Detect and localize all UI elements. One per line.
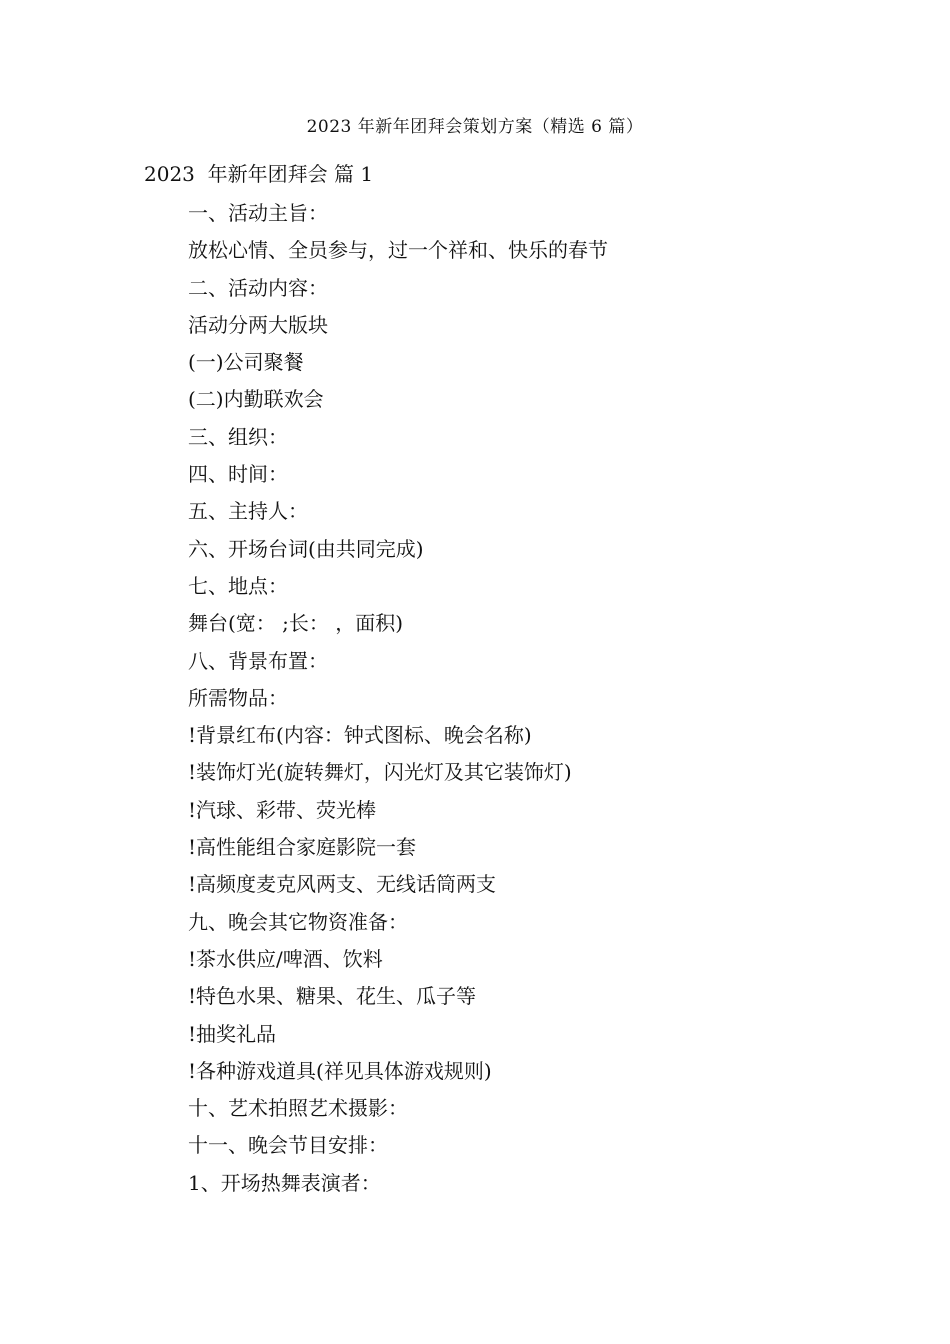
text-line: 1、开场热舞表演者： bbox=[188, 1170, 381, 1195]
text-line: !各种游戏道具(祥见具体游戏规则) bbox=[188, 1058, 492, 1083]
document-body bbox=[188, 200, 908, 1207]
text-line: 七、地点： bbox=[188, 573, 288, 598]
text-line: 十、艺术拍照艺术摄影： bbox=[188, 1096, 408, 1121]
text-line: !高频度麦克风两支、无线话筒两支 bbox=[188, 872, 497, 897]
text-line: 所需物品： bbox=[188, 685, 288, 710]
section-heading: 2023 年新年团拜会 篇 1 bbox=[144, 162, 374, 186]
document-title: 2023 年新年团拜会策划方案（精选 6 篇） bbox=[306, 117, 644, 137]
text-line: 舞台(宽： ;长： ，面积) bbox=[188, 611, 404, 636]
text-line: (二)内勤联欢会 bbox=[188, 387, 324, 412]
text-line: 八、背景布置： bbox=[188, 648, 328, 673]
text-line: !汽球、彩带、荧光棒 bbox=[188, 797, 377, 822]
text-line: 活动分两大版块 bbox=[188, 312, 328, 337]
text-line: (一)公司聚餐 bbox=[188, 350, 304, 375]
text-line: !高性能组合家庭影院一套 bbox=[188, 835, 417, 860]
text-line: !装饰灯光(旋转舞灯，闪光灯及其它装饰灯) bbox=[188, 760, 572, 785]
text-line: !特色水果、糖果、花生、瓜子等 bbox=[188, 984, 477, 1009]
text-line: 三、组织： bbox=[188, 424, 288, 449]
text-line: 九、晚会其它物资准备： bbox=[188, 909, 408, 934]
text-line: !背景红布(内容：钟式图标、晚会名称) bbox=[188, 723, 532, 748]
text-line: 一、活动主旨： bbox=[188, 201, 328, 225]
text-line: 五、主持人： bbox=[188, 499, 308, 524]
text-line: 四、时间： bbox=[188, 462, 288, 487]
text-line: 十一、晚会节目安排： bbox=[188, 1133, 388, 1158]
text-line: 二、活动内容： bbox=[188, 275, 328, 300]
text-line: 六、开场台词(由共同完成) bbox=[188, 536, 424, 561]
text-line: !抽奖礼品 bbox=[188, 1021, 277, 1046]
text-line: !茶水供应/啤酒、饮料 bbox=[188, 946, 383, 971]
text-line: 放松心情、全员参与，过一个祥和、快乐的春节 bbox=[188, 238, 608, 263]
